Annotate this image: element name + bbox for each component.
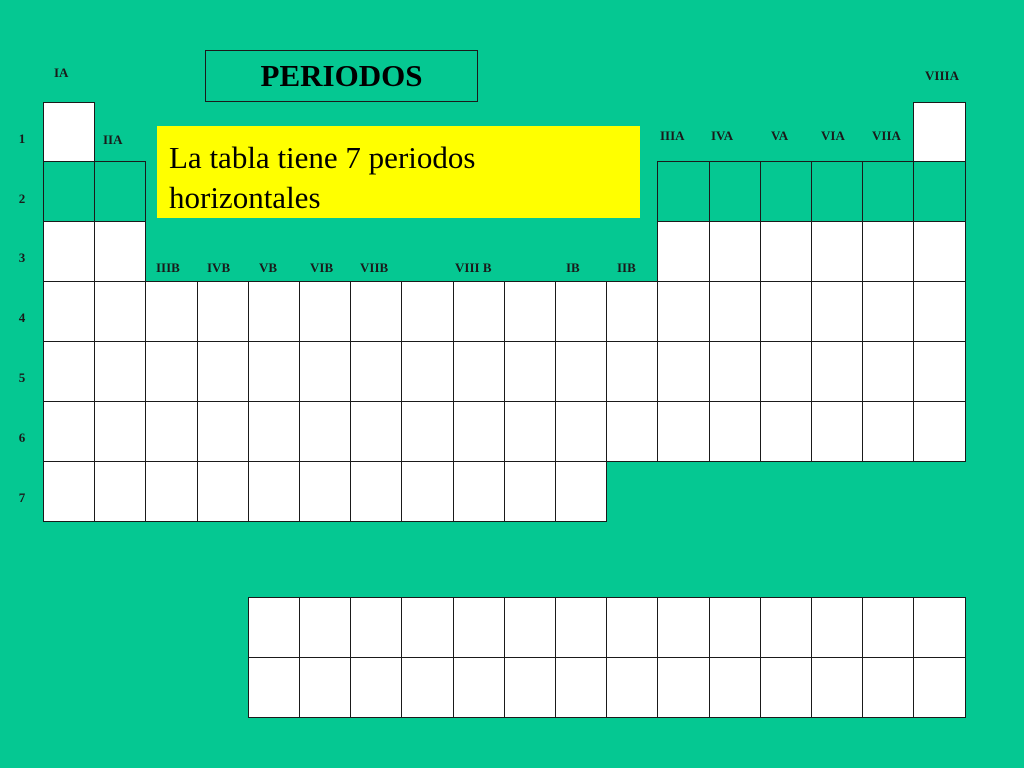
element-cell bbox=[709, 341, 761, 402]
group-label-IIB: IIB bbox=[617, 260, 636, 275]
element-cell bbox=[94, 221, 146, 282]
group-label-VIIB: VIIB bbox=[360, 260, 389, 275]
group-label-VIIA: VIIA bbox=[872, 128, 901, 143]
element-cell bbox=[862, 281, 914, 342]
actinide-cell bbox=[453, 657, 505, 718]
group-label-VIA: VIA bbox=[821, 128, 845, 143]
lanthanide-cell bbox=[350, 597, 402, 658]
element-cell bbox=[248, 461, 300, 522]
element-cell bbox=[760, 281, 812, 342]
element-cell bbox=[43, 341, 95, 402]
element-cell bbox=[760, 161, 812, 222]
element-cell bbox=[145, 281, 198, 342]
element-cell bbox=[913, 221, 966, 282]
element-cell bbox=[145, 461, 198, 522]
element-cell bbox=[401, 461, 454, 522]
lanthanide-cell bbox=[299, 597, 351, 658]
element-cell bbox=[760, 341, 812, 402]
element-cell bbox=[862, 341, 914, 402]
element-cell bbox=[197, 461, 249, 522]
element-cell bbox=[811, 221, 863, 282]
element-cell bbox=[94, 461, 146, 522]
lanthanide-cell bbox=[606, 597, 658, 658]
actinide-cell bbox=[811, 657, 863, 718]
period-label-1: 1 bbox=[18, 131, 26, 146]
element-cell bbox=[43, 281, 95, 342]
element-cell bbox=[43, 401, 95, 462]
element-cell bbox=[197, 341, 249, 402]
element-cell bbox=[350, 461, 402, 522]
actinide-cell bbox=[657, 657, 710, 718]
element-cell bbox=[555, 461, 607, 522]
lanthanide-cell bbox=[913, 597, 966, 658]
lanthanide-cell bbox=[248, 597, 300, 658]
element-cell bbox=[760, 401, 812, 462]
group-label-IVA: IVA bbox=[711, 128, 734, 143]
element-cell bbox=[657, 341, 710, 402]
element-cell bbox=[299, 461, 351, 522]
element-cell bbox=[401, 281, 454, 342]
actinide-cell bbox=[760, 657, 812, 718]
element-cell bbox=[657, 281, 710, 342]
group-label-VA: VA bbox=[771, 128, 789, 143]
element-cell bbox=[862, 221, 914, 282]
element-cell bbox=[606, 281, 658, 342]
period-label-7: 7 bbox=[18, 490, 26, 505]
element-cell bbox=[197, 401, 249, 462]
actinide-cell bbox=[504, 657, 556, 718]
actinide-cell bbox=[555, 657, 607, 718]
element-cell bbox=[94, 161, 146, 222]
element-cell bbox=[453, 341, 505, 402]
element-cell bbox=[504, 341, 556, 402]
element-cell bbox=[709, 281, 761, 342]
group-label-VIIIB: VIII B bbox=[455, 260, 492, 275]
element-cell bbox=[709, 401, 761, 462]
element-cell bbox=[43, 221, 95, 282]
element-cell bbox=[913, 401, 966, 462]
element-cell bbox=[913, 102, 966, 162]
group-label-IA: IA bbox=[54, 65, 69, 80]
group-label-VIB: VIB bbox=[310, 260, 334, 275]
element-cell bbox=[657, 161, 710, 222]
element-cell bbox=[913, 341, 966, 402]
element-cell bbox=[248, 281, 300, 342]
actinide-cell bbox=[248, 657, 300, 718]
element-cell bbox=[145, 341, 198, 402]
element-cell bbox=[811, 401, 863, 462]
lanthanide-cell bbox=[555, 597, 607, 658]
element-cell bbox=[657, 221, 710, 282]
group-label-IIIB: IIIB bbox=[156, 260, 180, 275]
element-cell bbox=[709, 221, 761, 282]
period-label-2: 2 bbox=[18, 191, 26, 206]
element-cell bbox=[94, 401, 146, 462]
lanthanide-cell bbox=[657, 597, 710, 658]
element-cell bbox=[811, 341, 863, 402]
element-cell bbox=[862, 161, 914, 222]
group-label-IIA: IIA bbox=[103, 132, 123, 147]
element-cell bbox=[197, 281, 249, 342]
note-box: La tabla tiene 7 periodos horizontales bbox=[157, 126, 640, 218]
element-cell bbox=[913, 161, 966, 222]
element-cell bbox=[401, 401, 454, 462]
element-cell bbox=[606, 341, 658, 402]
group-label-VB: VB bbox=[259, 260, 278, 275]
element-cell bbox=[555, 341, 607, 402]
lanthanide-cell bbox=[504, 597, 556, 658]
period-label-4: 4 bbox=[18, 310, 26, 325]
element-cell bbox=[811, 161, 863, 222]
actinide-cell bbox=[350, 657, 402, 718]
actinide-cell bbox=[709, 657, 761, 718]
element-cell bbox=[504, 401, 556, 462]
lanthanide-cell bbox=[760, 597, 812, 658]
element-cell bbox=[94, 341, 146, 402]
actinide-cell bbox=[862, 657, 914, 718]
group-label-IIIA: IIIA bbox=[660, 128, 685, 143]
element-cell bbox=[43, 102, 95, 162]
element-cell bbox=[657, 401, 710, 462]
actinide-cell bbox=[401, 657, 454, 718]
element-cell bbox=[760, 221, 812, 282]
element-cell bbox=[913, 281, 966, 342]
element-cell bbox=[453, 401, 505, 462]
element-cell bbox=[350, 401, 402, 462]
group-label-IB: IB bbox=[566, 260, 580, 275]
element-cell bbox=[709, 161, 761, 222]
actinide-cell bbox=[913, 657, 966, 718]
element-cell bbox=[555, 401, 607, 462]
element-cell bbox=[43, 461, 95, 522]
element-cell bbox=[299, 341, 351, 402]
lanthanide-cell bbox=[709, 597, 761, 658]
element-cell bbox=[401, 341, 454, 402]
element-cell bbox=[453, 281, 505, 342]
element-cell bbox=[606, 401, 658, 462]
group-label-VIIIA: VIIIA bbox=[925, 68, 959, 83]
element-cell bbox=[862, 401, 914, 462]
element-cell bbox=[145, 401, 198, 462]
group-label-IVB: IVB bbox=[207, 260, 231, 275]
element-cell bbox=[453, 461, 505, 522]
element-cell bbox=[248, 341, 300, 402]
element-cell bbox=[504, 461, 556, 522]
period-label-6: 6 bbox=[18, 430, 26, 445]
element-cell bbox=[555, 281, 607, 342]
element-cell bbox=[811, 281, 863, 342]
period-label-3: 3 bbox=[18, 250, 26, 265]
element-cell bbox=[504, 281, 556, 342]
element-cell bbox=[350, 341, 402, 402]
element-cell bbox=[299, 401, 351, 462]
element-cell bbox=[299, 281, 351, 342]
lanthanide-cell bbox=[811, 597, 863, 658]
title-box: PERIODOS bbox=[205, 50, 478, 102]
lanthanide-cell bbox=[862, 597, 914, 658]
period-label-5: 5 bbox=[18, 370, 26, 385]
element-cell bbox=[43, 161, 95, 222]
actinide-cell bbox=[299, 657, 351, 718]
element-cell bbox=[94, 281, 146, 342]
lanthanide-cell bbox=[453, 597, 505, 658]
lanthanide-cell bbox=[401, 597, 454, 658]
element-cell bbox=[248, 401, 300, 462]
actinide-cell bbox=[606, 657, 658, 718]
element-cell bbox=[350, 281, 402, 342]
